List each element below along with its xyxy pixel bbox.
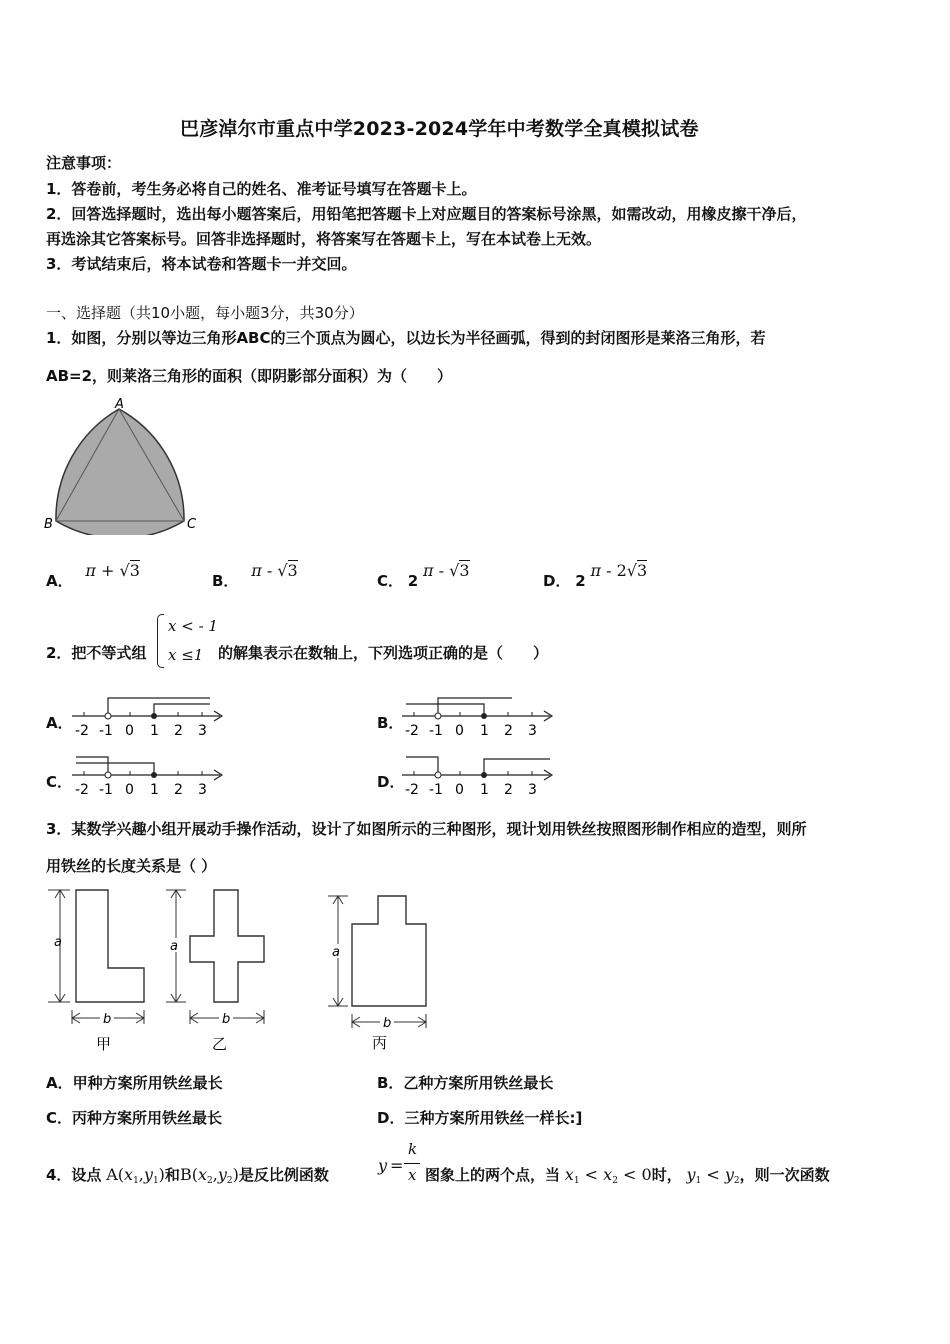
q4-fraction-bar <box>404 1163 420 1164</box>
q2-suffix: 的解集表示在数轴上，下列选项正确的是（ ） <box>218 644 549 662</box>
option-expression: π + √3 <box>85 561 140 580</box>
shape-jia <box>48 890 144 1053</box>
q2-number-line-d[interactable] <box>400 753 560 799</box>
tick-label: 1 <box>480 723 489 739</box>
tick-label: -1 <box>429 782 443 798</box>
tick-label: 3 <box>198 782 207 798</box>
reuleaux-triangle-figure <box>40 395 210 535</box>
tick-label: -2 <box>75 782 89 798</box>
note-2-cont: 再选涂其它答案标号。回答非选择题时，将答案写在答题卡上，写在本试卷上无效。 <box>46 230 602 248</box>
tick-label: -2 <box>75 723 89 739</box>
q2-option-a-letter[interactable]: A． <box>46 714 73 732</box>
q4-fn-eq: = <box>390 1156 404 1175</box>
note-3: 3．考试结束后，将本试卷和答题卡一并交回。 <box>46 255 357 273</box>
tick-label: 1 <box>150 723 159 739</box>
q1-line1: 1．如图，分别以等边三角形ABC的三个顶点为圆心，以边长为半径画弧，得到的封闭图形是莱洛三角形，若 <box>46 329 766 347</box>
tick-label: 1 <box>480 782 489 798</box>
q4-line: 4．设点 $A(x_1,y_1)$和$B(x_2,y_2)$是反比例函数 <box>46 1165 329 1186</box>
q3-shapes-figure <box>40 882 440 1057</box>
condition-y: $y_1 < y_2$ <box>686 1165 740 1186</box>
q2-brace <box>157 614 164 668</box>
notes-heading: 注意事项： <box>46 154 122 172</box>
label-jia: 甲 <box>96 1035 112 1053</box>
q2-number-line-b[interactable] <box>400 694 560 740</box>
tick-label: 2 <box>504 782 513 798</box>
shape-yi <box>166 890 264 1053</box>
option-letter: B． <box>212 572 239 590</box>
q3-option-c[interactable]: C．丙种方案所用铁丝最长 <box>46 1109 223 1127</box>
q4-line-cont: 图象上的两个点，当 $x_1 < x_2 < 0$时， $y_1 < y_2$，则一次函数 <box>425 1165 830 1186</box>
tick-label: -1 <box>99 782 113 798</box>
vertex-b-label: B <box>44 517 53 532</box>
tick-label: 0 <box>455 782 464 798</box>
q1-line2: AB=2，则莱洛三角形的面积（即阴影部分面积）为（ ） <box>46 367 453 385</box>
q2-inequality-2: x ≤1 <box>168 646 204 664</box>
option-letter: C． <box>377 572 404 590</box>
tick-label: 3 <box>528 723 537 739</box>
q3-line2: 用铁丝的长度关系是（ ） <box>46 857 217 875</box>
option-expression: π - 2√3 <box>590 561 648 580</box>
tick-label: 1 <box>150 782 159 798</box>
label-b: b <box>222 1012 231 1027</box>
tick-label: 0 <box>455 723 464 739</box>
option-expression: π - √3 <box>423 561 470 580</box>
q1-option-c[interactable]: C． 2 π - √3 <box>377 561 470 590</box>
reuleaux-shape <box>56 409 184 535</box>
q2-inequality-1: x < - 1 <box>168 617 218 635</box>
tick-label: 2 <box>174 782 183 798</box>
tick-label: 3 <box>528 782 537 798</box>
q2-number-line-c[interactable] <box>70 753 230 799</box>
q4-fn-y: y <box>378 1156 388 1175</box>
q3-option-a[interactable]: A．甲种方案所用铁丝最长 <box>46 1074 223 1092</box>
label-yi: 乙 <box>212 1035 228 1053</box>
vertex-c-label: C <box>187 517 197 532</box>
label-bing: 丙 <box>372 1034 388 1052</box>
q4-fn-x: x <box>408 1166 417 1184</box>
label-b: b <box>103 1012 112 1027</box>
note-2: 2．回答选择题时，选出每小题答案后，用铅笔把答题卡上对应题目的答案标号涂黑，如需改动，用橡皮擦干净后， <box>46 205 807 223</box>
q2-number-line-a[interactable] <box>70 694 230 740</box>
q3-option-d[interactable]: D．三种方案所用铁丝一样长:] <box>377 1109 583 1127</box>
section-heading: 一、选择题（共10小题，每小题3分，共30分） <box>46 304 364 322</box>
tick-label: -1 <box>99 723 113 739</box>
q1-option-b[interactable] <box>212 560 298 590</box>
q2-option-b-letter[interactable]: B． <box>377 714 404 732</box>
option-expression: π - √3 <box>251 561 298 580</box>
sqrt-icon: √ <box>119 561 130 580</box>
tick-label: -2 <box>405 782 419 798</box>
tick-label: 0 <box>125 723 134 739</box>
label-a: a <box>332 945 340 960</box>
label-a: a <box>170 939 178 954</box>
condition-x: $x_1 < x_2 < 0$ <box>564 1165 652 1186</box>
note-1: 1．答卷前，考生务必将自己的姓名、准考证号填写在答题卡上。 <box>46 180 477 198</box>
q3-option-b[interactable]: B．乙种方案所用铁丝最长 <box>377 1074 554 1092</box>
point-b: $B(x_2,y_2)$ <box>179 1165 239 1186</box>
q1-option-d[interactable]: D． 2 π - 2√3 <box>543 561 648 590</box>
option-letter: A． <box>46 572 73 590</box>
q3-line1: 3．某数学兴趣小组开展动手操作活动，设计了如图所示的三种图形，现计划用铁丝按照图形制作相应的造型，则所 <box>46 820 807 838</box>
tick-label: 3 <box>198 723 207 739</box>
q2-option-c-letter[interactable]: C． <box>46 773 73 791</box>
page-title: 巴彦淖尔市重点中学2023-2024学年中考数学全真模拟试卷 <box>180 118 699 140</box>
tick-label: -1 <box>429 723 443 739</box>
q2-option-d-letter[interactable]: D． <box>377 773 405 791</box>
sqrt-icon: √ <box>626 561 637 580</box>
shape-bing <box>328 896 426 1052</box>
label-a: a <box>54 935 62 950</box>
q4-fn-k: k <box>408 1140 418 1158</box>
tick-label: -2 <box>405 723 419 739</box>
vertex-a-label: A <box>115 397 124 412</box>
tick-label: 2 <box>504 723 513 739</box>
label-b: b <box>383 1016 392 1031</box>
tick-label: 2 <box>174 723 183 739</box>
point-a: $A(x_1,y_1)$ <box>106 1165 165 1186</box>
q1-option-a[interactable] <box>46 560 140 590</box>
q2-prefix: 2．把不等式组 <box>46 644 147 662</box>
option-letter: D． <box>543 572 571 590</box>
sqrt-icon: √ <box>449 561 460 580</box>
tick-label: 0 <box>125 782 134 798</box>
sqrt-icon: √ <box>277 561 288 580</box>
